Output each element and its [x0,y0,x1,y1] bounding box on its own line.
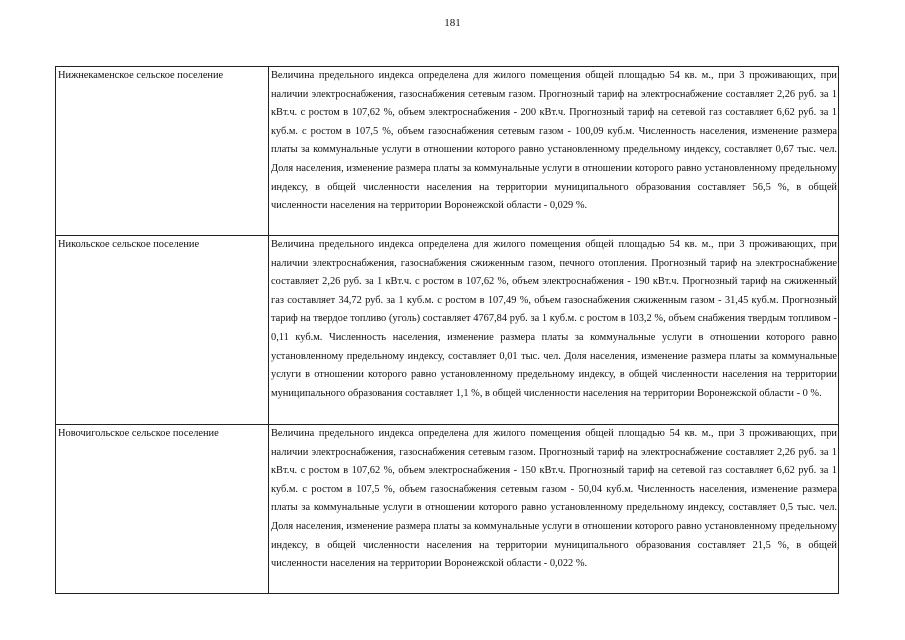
settlement-name: Новочигольское сельское поселение [56,425,269,594]
table-row [56,67,839,236]
settlements-table [55,66,839,594]
settlement-description: Величина предельного индекса определена для жилого помещения общей площадью 54 кв. м., при 3 проживающих, при наличии электроснабжения, газоснабжения сетевым газом. Прогнозный тариф на электроснабжение составляет 2,26 руб. за 1 кВт.ч. с ростом в 107,62 %, объем электроснабжения - 150 кВт.ч. Прогнозный тариф на сетевой газ составляет 6,62 руб. за 1 куб.м. с ростом в 107,5 %, объем газоснабжения сетевым газом - 50,04 куб.м. Численность населения, изменение размера платы за коммунальные услуги в отношении которого равно установленному предельному индексу, составляет 0,5 тыс. чел. Доля населения, изменение размера платы за коммунальные услуги в отношении которого равно установленному предельному индексу, в общей численности населения на территории муниципального образования составляет 21,5 %, в общей численности населения на территории Воронежской области - 0,022 %. [269,425,839,594]
settlement-name: Нижнекаменское сельское поселение [56,67,269,236]
settlement-name: Никольское сельское поселение [56,236,269,425]
settlement-description: Величина предельного индекса определена для жилого помещения общей площадью 54 кв. м., при 3 проживающих, при наличии электроснабжения, газоснабжения сетевым газом. Прогнозный тариф на электроснабжение составляет 2,26 руб. за 1 кВт.ч. с ростом в 107,62 %, объем электроснабжения - 200 кВт.ч. Прогнозный тариф на сетевой газ составляет 6,62 руб. за 1 куб.м. с ростом в 107,5 %, объем газоснабжения сетевым газом - 100,09 куб.м. Численность населения, изменение размера платы за коммунальные услуги в отношении которого равно установленному предельному индексу, составляет 0,67 тыс. чел. Доля населения, изменение размера платы за коммунальные услуги в отношении которого равно установленному предельному индексу, в общей численности населения на территории муниципального образования составляет 56,5 %, в общей численности населения на территории Воронежской области - 0,029 %. [269,67,839,236]
table-row [56,236,839,425]
page-number: 181 [444,17,461,29]
settlement-description: Величина предельного индекса определена для жилого помещения общей площадью 54 кв. м., при 3 проживающих, при наличии электроснабжения, газоснабжения сжиженным газом, печного отопления. Прогнозный тариф на электроснабжение составляет 2,26 руб. за 1 кВт.ч. с ростом в 107,62 %, объем электроснабжения - 190 кВт.ч. Прогнозный тариф на сжиженный газ составляет 34,72 руб. за 1 куб.м. с ростом в 107,49 %, объем газоснабжения сжиженным газом - 31,45 куб.м. Прогнозный тариф на твердое топливо (уголь) составляет 4767,84 руб. за 1 куб.м. с ростом в 103,2 %, объем снабжения твердым топливом - 0,11 куб.м. Численность населения, изменение размера платы за коммунальные услуги в отношении которого равно установленному предельному индексу, составляет 0,01 тыс. чел. Доля населения, изменение размера платы за коммунальные услуги в отношении которого равно установленному предельному индексу, в общей численности населения на территории муниципального образования составляет 1,1 %, в общей численности населения на территории Воронежской области - 0 %. [269,236,839,425]
table-row [56,425,839,594]
